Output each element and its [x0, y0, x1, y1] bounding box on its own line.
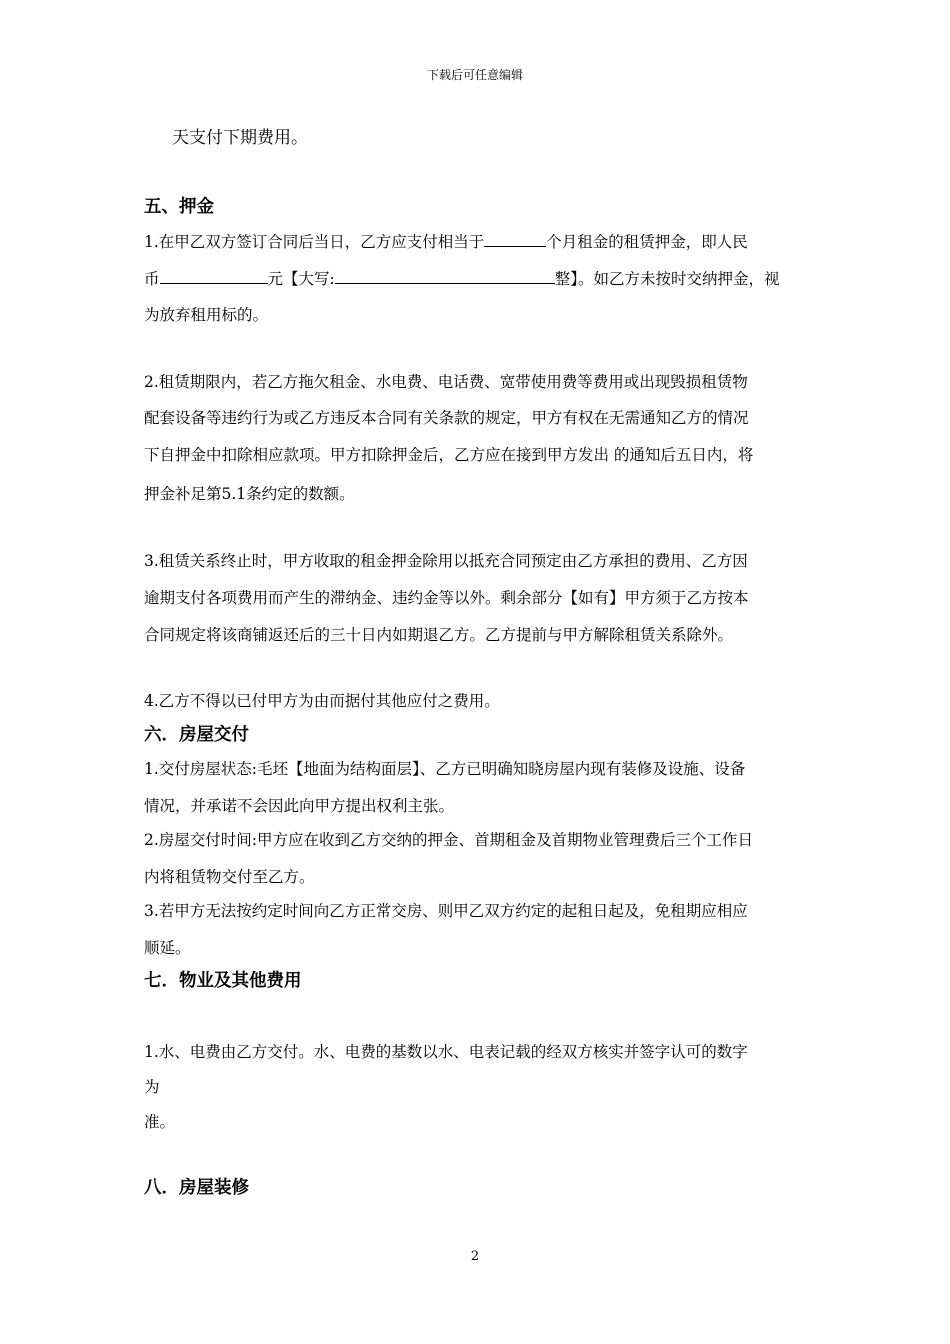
section-5-p4: 4.乙方不得以已付甲方为由而据付其他应付之费用。: [144, 692, 500, 710]
section-6-line3: 2.房屋交付时间:甲方应在收到乙方交纳的押金、首期租金及首期物业管理费后三个工作日: [144, 831, 754, 849]
page-number: 2: [470, 1249, 480, 1264]
section-5-p1-line1: [144, 232, 748, 252]
section-6-line5: 3.若甲方无法按约定时间向乙方正常交房、则甲乙双方约定的起租日起及，免租期应相应: [144, 902, 748, 920]
section-7-line1: 1.水、电费由乙方交付。水、电费的基数以水、电表记载的经双方核实并签字认可的数字: [144, 1043, 748, 1061]
page-header-note: 下载后可任意编辑: [426, 68, 523, 82]
text-fragment: 币: [144, 270, 160, 288]
section-5-p1-line2: [144, 269, 780, 289]
section-6-line4: 内将租赁物交付至乙方。: [144, 868, 315, 886]
text-fragment: 元【大写:: [267, 270, 335, 288]
section-5-p2-line4: 押金补足第5.1条约定的数额。: [144, 485, 355, 503]
section-5-p2-line1: 2.租赁期限内，若乙方拖欠租金、水电费、电话费、宽带使用费等费用或出现毁损租赁物: [144, 373, 748, 391]
section-7-heading: 七．物业及其他费用: [144, 971, 302, 991]
text-fragment: 个月租金的租赁押金，即人民: [546, 233, 748, 251]
section-5-heading: 五、押金: [144, 197, 214, 217]
section-5-p2-line2: 配套设备等违约行为或乙方违反本合同有关条款的规定，甲方有权在无需通知乙方的情况: [144, 409, 749, 427]
section-5-p1-line3: 为放弃租用标的。: [144, 306, 269, 324]
section-5-p3-line1: 3.租赁关系终止时，甲方收取的租金押金除用以抵充合同预定由乙方承担的费用、乙方因: [144, 552, 748, 570]
section-6-line1: 1.交付房屋状态:毛坯【地面为结构面层】、乙方已明确知晓房屋内现有装修及设施、设备: [144, 760, 746, 778]
section-5-p2-line3: 下自押金中扣除相应款项。甲方扣除押金后，乙方应在接到甲方发出 的通知后五日内，将: [144, 446, 754, 464]
section-8-heading: 八．房屋装修: [144, 1178, 249, 1198]
section-6-line2: 情况，并承诺不会因此向甲方提出权利主张。: [144, 797, 455, 815]
text-fragment: 整】。如乙方未按时交纳押金，视: [554, 270, 780, 288]
section-6-heading: 六．房屋交付: [144, 725, 249, 745]
section-7-line2: 为: [144, 1078, 160, 1096]
text-fragment: 1.在甲乙双方签订合同后当日，乙方应支付相当于: [144, 233, 485, 251]
section-6-line6: 顺延。: [144, 939, 191, 957]
intro-line: 天支付下期费用。: [172, 128, 308, 148]
blank-amount: [160, 269, 268, 284]
section-5-p3-line3: 合同规定将该商铺返还后的三十日内如期退乙方。乙方提前与甲方解除租赁关系除外。: [144, 626, 734, 644]
section-7-line3: 准。: [144, 1113, 176, 1131]
blank-months: [484, 232, 546, 247]
section-5-p3-line2: 逾期支付各项费用而产生的滞纳金、违约金等以外。剩余部分【如有】甲方须于乙方按本: [144, 589, 749, 607]
blank-amount-uppercase: [335, 269, 555, 284]
